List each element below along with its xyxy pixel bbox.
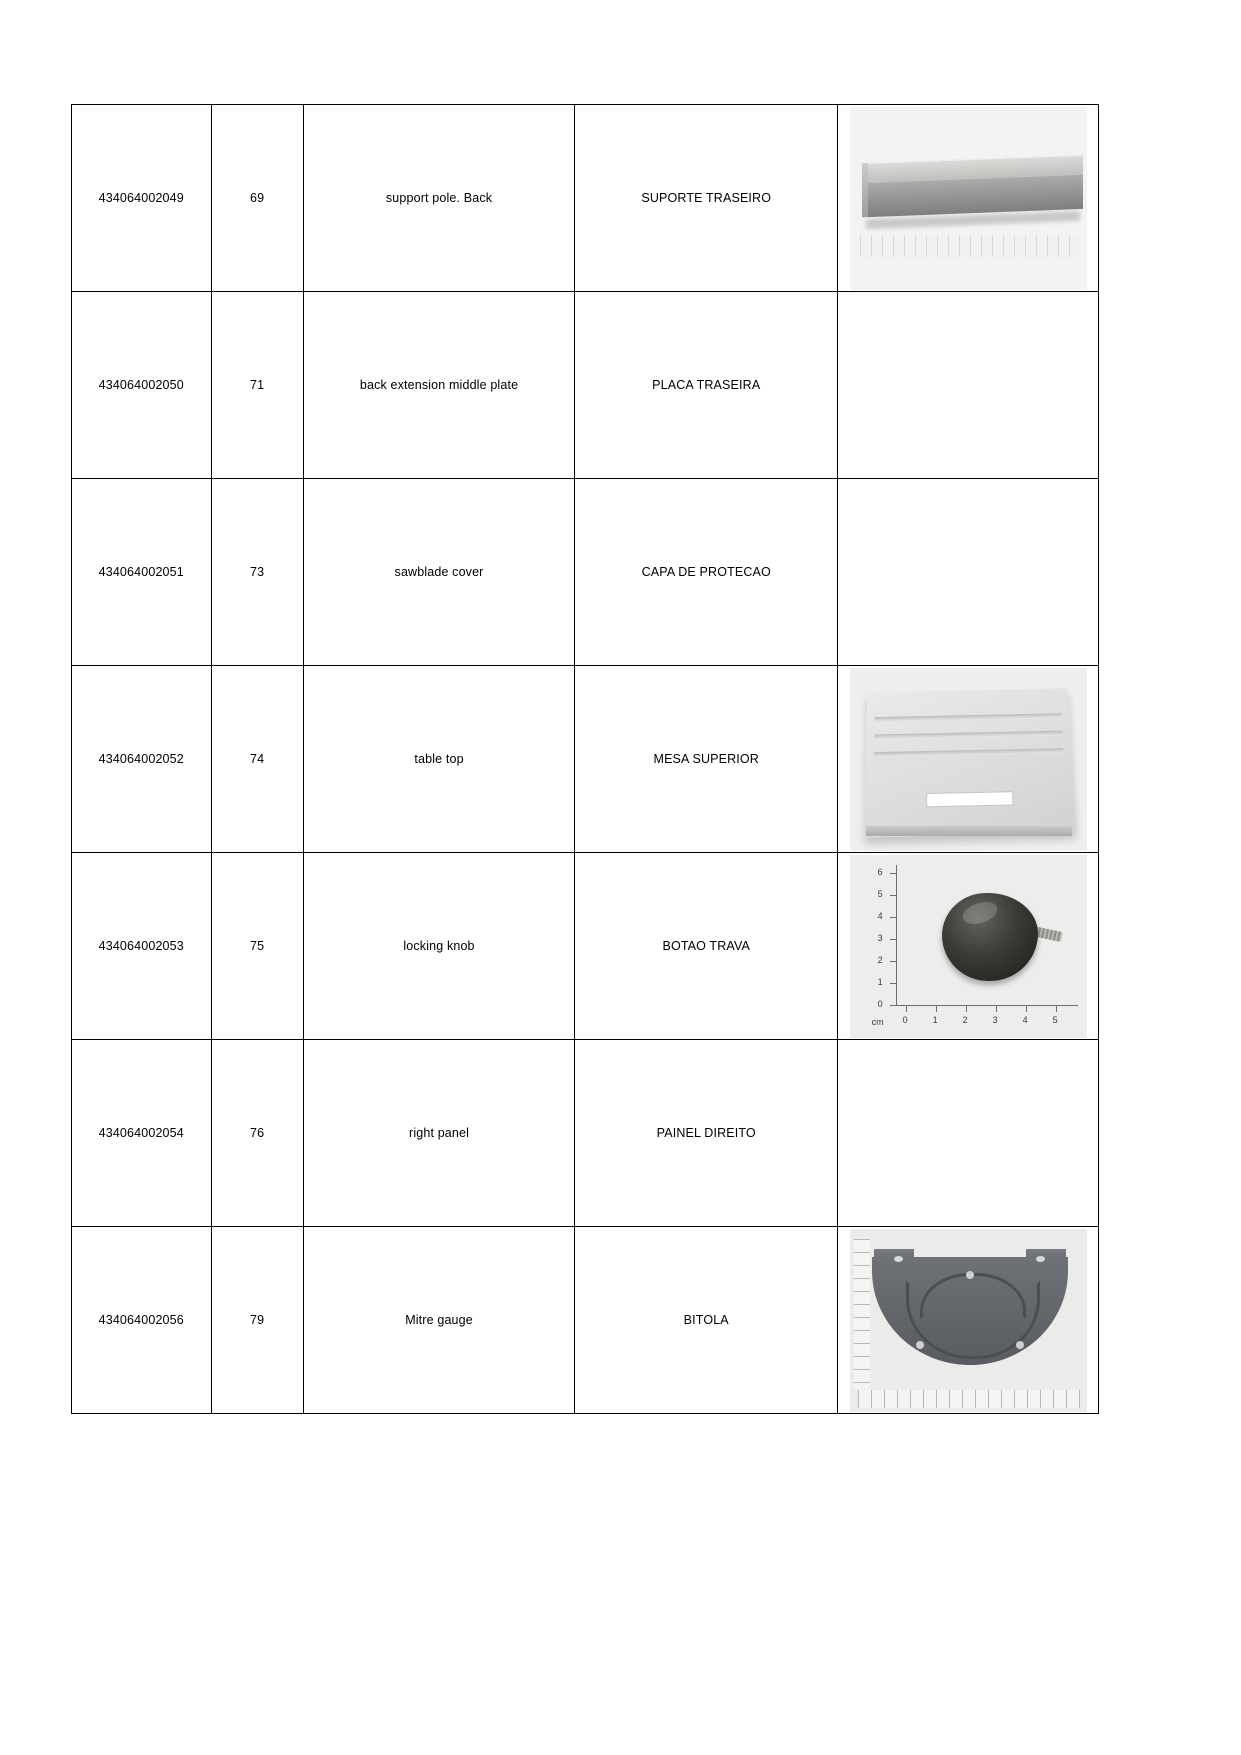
bracket-photo <box>850 107 1087 290</box>
cell-part-image <box>838 853 1099 1040</box>
table-slab <box>864 688 1075 837</box>
axis-tick <box>906 1005 907 1012</box>
axis-tick <box>1056 1005 1057 1012</box>
ruler-horizontal <box>858 1390 1080 1408</box>
description-pt-text: PAINEL DIREITO <box>656 1125 756 1140</box>
description-pt-text: BOTAO TRAVA <box>662 938 750 953</box>
cell-item-number <box>211 105 303 292</box>
item-number-text: 71 <box>250 377 265 392</box>
horizontal-axis <box>896 1005 1078 1006</box>
scale-label-x: 0 <box>902 1014 908 1025</box>
cell-part-code <box>72 853 212 1040</box>
part-code-text: 434064002051 <box>98 564 184 579</box>
cell-part-image <box>838 105 1099 292</box>
cell-part-image <box>838 292 1099 479</box>
table-top-photo <box>850 668 1087 851</box>
item-number-text: 74 <box>250 751 265 766</box>
description-en-text: locking knob <box>403 938 475 953</box>
part-code-text: 434064002050 <box>98 377 184 392</box>
table-row <box>72 853 1099 1040</box>
description-pt-text: BITOLA <box>683 1312 729 1327</box>
axis-tick <box>996 1005 997 1012</box>
gauge-pin <box>966 1271 974 1279</box>
cell-item-number <box>211 1040 303 1227</box>
description-en-text: support pole. Back <box>385 190 493 205</box>
part-code-text: 434064002056 <box>98 1312 184 1327</box>
axis-tick <box>890 1005 897 1006</box>
part-code-text: 434064002053 <box>98 938 184 953</box>
cell-part-code <box>72 479 212 666</box>
axis-tick <box>966 1005 967 1012</box>
cell-description-en <box>303 1227 575 1414</box>
table-row <box>72 1040 1099 1227</box>
table-groove <box>874 713 1061 722</box>
scale-label-x: 3 <box>992 1014 998 1025</box>
part-code-text: 434064002049 <box>98 190 184 205</box>
cell-part-code <box>72 292 212 479</box>
table-groove <box>874 748 1064 757</box>
scale-label-x: 1 <box>932 1014 938 1025</box>
mounting-hole <box>894 1256 903 1262</box>
axis-tick <box>1026 1005 1027 1012</box>
table-row <box>72 479 1099 666</box>
empty-image-placeholder <box>850 1042 1087 1225</box>
gauge-pin <box>1016 1341 1024 1349</box>
scale-label-x: 2 <box>962 1014 968 1025</box>
description-pt-text: SUPORTE TRASEIRO <box>641 190 772 205</box>
ruler-strip <box>860 235 1080 257</box>
cell-description-en <box>303 1040 575 1227</box>
cell-part-image <box>838 1227 1099 1414</box>
axis-tick <box>890 939 897 940</box>
item-number-text: 75 <box>250 938 265 953</box>
scale-label-y: 0 <box>877 998 883 1009</box>
cell-description-en <box>303 853 575 1040</box>
description-en-text: Mitre gauge <box>405 1312 473 1327</box>
mitre-gauge-photo <box>850 1229 1087 1412</box>
table-row <box>72 666 1099 853</box>
axis-tick <box>890 917 897 918</box>
scale-label-y: 2 <box>877 954 883 965</box>
cell-description-pt <box>575 853 838 1040</box>
blade-slot <box>926 791 1013 807</box>
cell-part-code <box>72 1227 212 1414</box>
scale-label-y: 5 <box>877 888 883 899</box>
cell-item-number <box>211 292 303 479</box>
parts-table-body <box>72 105 1099 1414</box>
cell-description-pt <box>575 1040 838 1227</box>
item-number-text: 79 <box>250 1312 265 1327</box>
description-en-text: table top <box>414 751 464 766</box>
description-en-text: sawblade cover <box>394 564 484 579</box>
cell-part-image <box>838 1040 1099 1227</box>
axis-tick <box>890 895 897 896</box>
cell-item-number <box>211 666 303 853</box>
table-row <box>72 105 1099 292</box>
cell-part-code <box>72 666 212 853</box>
cell-part-code <box>72 105 212 292</box>
cell-item-number <box>211 853 303 1040</box>
cell-description-en <box>303 105 575 292</box>
item-number-text: 69 <box>250 190 265 205</box>
locking-knob-photo <box>850 855 1087 1038</box>
cell-item-number <box>211 1227 303 1414</box>
cell-description-pt <box>575 292 838 479</box>
cell-part-code <box>72 1040 212 1227</box>
description-pt-text: PLACA TRASEIRA <box>652 377 761 392</box>
cell-description-en <box>303 479 575 666</box>
description-pt-text: CAPA DE PROTECAO <box>641 564 771 579</box>
table-row <box>72 1227 1099 1414</box>
description-en-text: back extension middle plate <box>359 377 519 392</box>
gauge-pin <box>916 1341 924 1349</box>
scale-label-y: 4 <box>877 910 883 921</box>
table-front-edge <box>866 826 1072 836</box>
axis-tick <box>890 961 897 962</box>
item-number-text: 73 <box>250 564 265 579</box>
description-pt-text: MESA SUPERIOR <box>653 751 759 766</box>
scale-label-y: 6 <box>877 866 883 877</box>
table-groove <box>874 730 1062 739</box>
cell-description-pt <box>575 1227 838 1414</box>
axis-tick <box>890 873 897 874</box>
cell-part-image <box>838 666 1099 853</box>
cell-description-pt <box>575 479 838 666</box>
cell-description-en <box>303 666 575 853</box>
empty-image-placeholder <box>850 294 1087 477</box>
vertical-axis <box>896 865 897 1005</box>
mounting-hole <box>1036 1256 1045 1262</box>
table-row <box>72 292 1099 479</box>
ruler-vertical <box>854 1239 870 1389</box>
cell-description-pt <box>575 105 838 292</box>
item-number-text: 76 <box>250 1125 265 1140</box>
scale-unit-label: cm <box>871 1016 884 1027</box>
part-code-text: 434064002052 <box>98 751 184 766</box>
empty-image-placeholder <box>850 481 1087 664</box>
cell-description-en <box>303 292 575 479</box>
scale-label-x: 5 <box>1052 1014 1058 1025</box>
axis-tick <box>890 983 897 984</box>
scale-label-x: 4 <box>1022 1014 1028 1025</box>
cell-part-image <box>838 479 1099 666</box>
cell-item-number <box>211 479 303 666</box>
scale-label-y: 1 <box>877 976 883 987</box>
axis-tick <box>936 1005 937 1012</box>
part-code-text: 434064002054 <box>98 1125 184 1140</box>
cell-description-pt <box>575 666 838 853</box>
description-en-text: right panel <box>409 1125 470 1140</box>
scale-label-y: 3 <box>877 932 883 943</box>
parts-table <box>71 104 1099 1414</box>
